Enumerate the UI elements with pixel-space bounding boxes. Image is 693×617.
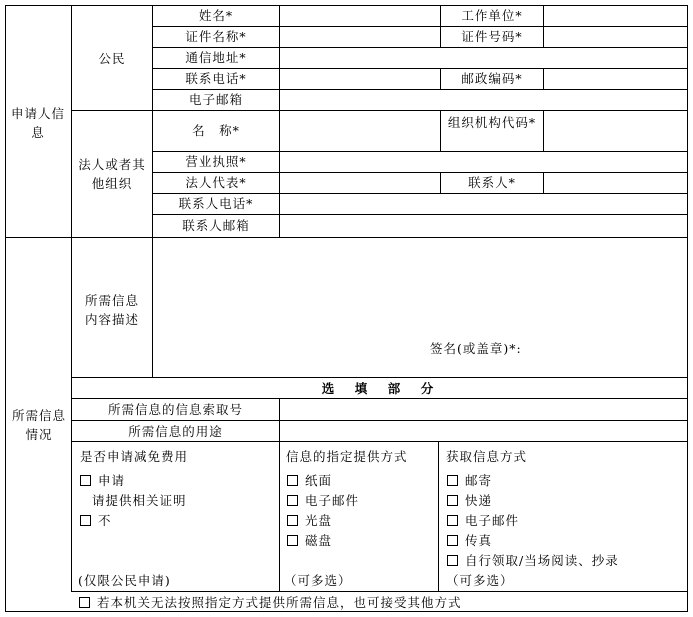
fee-waiver-no-option[interactable] (80, 512, 112, 529)
divider (71, 5, 72, 592)
self-pickup-checkbox[interactable] (447, 555, 458, 566)
content-description-label (80, 291, 144, 329)
divider (71, 398, 688, 399)
id-number-input[interactable] (546, 28, 685, 46)
divider (543, 5, 544, 48)
divider (543, 68, 544, 90)
phone-label: 联系电话* (185, 71, 247, 86)
divider (543, 110, 544, 152)
retrieval-email-label: 电子邮件 (465, 513, 520, 528)
index-number-label: 所需信息的信息索取号 (107, 402, 243, 417)
retrieval-option-self-pickup[interactable] (447, 552, 619, 569)
id-type-input[interactable] (282, 28, 437, 46)
divider (543, 172, 544, 194)
divider (279, 398, 280, 592)
name-label: 姓名* (198, 8, 234, 23)
contact-person-label: 联系人* (468, 175, 516, 190)
retrieval-option-email[interactable] (447, 512, 519, 529)
contact-email-input[interactable] (282, 217, 685, 235)
provision-option-email[interactable] (287, 492, 359, 509)
contact-person-input[interactable] (546, 174, 685, 192)
org-code-label (443, 113, 541, 132)
divider (5, 237, 688, 238)
org-name-input[interactable] (282, 112, 437, 150)
fee-waiver-footnote: (仅限公民申请) (78, 573, 171, 588)
divider (152, 89, 688, 90)
divider (152, 26, 688, 27)
contact-phone-label: 联系人电话* (178, 196, 254, 211)
paper-label: 纸面 (305, 473, 333, 488)
cd-label: 光盘 (305, 513, 333, 528)
provision-method-title: 信息的指定提供方式 (286, 449, 408, 464)
legal-rep-input[interactable] (282, 174, 437, 192)
retrieval-option-express[interactable] (447, 492, 492, 509)
address-input[interactable] (282, 49, 685, 67)
express-checkbox[interactable] (447, 495, 458, 506)
requested-info-heading (12, 406, 66, 444)
applicant-info-label: 申请人信息 (10, 106, 65, 140)
divider (152, 172, 688, 173)
paper-checkbox[interactable] (287, 475, 298, 486)
express-label: 快递 (465, 493, 493, 508)
divider (152, 193, 688, 194)
fax-label: 传真 (465, 533, 493, 548)
self-pickup-label: 自行领取/当场阅读、抄录 (465, 553, 619, 568)
cd-checkbox[interactable] (287, 515, 298, 526)
divider (71, 441, 688, 442)
disk-checkbox[interactable] (287, 535, 298, 546)
address-label: 通信地址* (185, 50, 247, 65)
content-description-input[interactable] (156, 241, 684, 336)
divider (152, 47, 688, 48)
business-license-input[interactable] (282, 153, 685, 171)
divider (152, 68, 688, 69)
id-number-label: 证件号码* (461, 29, 523, 44)
divider (71, 110, 688, 111)
apply-checkbox[interactable] (80, 475, 91, 486)
org-name-label: 名 称* (192, 123, 240, 138)
retrieval-option-fax[interactable] (447, 532, 492, 549)
legal-rep-label: 法人代表* (185, 175, 247, 190)
accept-other-label: 若本机关无法按照指定方式提供所需信息，也可接受其他方式 (97, 595, 462, 610)
email-input[interactable] (282, 91, 685, 109)
border-right (687, 5, 688, 612)
email-option-label: 电子邮件 (305, 493, 360, 508)
name-input[interactable] (282, 7, 437, 25)
applicant-info-heading (8, 104, 68, 142)
proof-note: 请提供相关证明 (92, 493, 187, 508)
phone-input[interactable] (282, 70, 437, 88)
border-bottom (5, 611, 688, 612)
provision-option-cd[interactable] (287, 512, 332, 529)
apply-option-label: 申请 (98, 473, 126, 488)
accept-other-checkbox[interactable] (79, 597, 90, 608)
org-code-input[interactable] (546, 112, 685, 150)
index-number-input[interactable] (282, 401, 685, 419)
signature-label: 签名(或盖章)*: (430, 341, 522, 356)
email-label: 电子邮箱 (188, 92, 243, 107)
retrieval-email-checkbox[interactable] (447, 515, 458, 526)
purpose-label: 所需信息的用途 (128, 424, 223, 439)
org-code-text: 组织机构代码* (447, 115, 537, 130)
fee-waiver-title: 是否申请减免费用 (80, 449, 189, 464)
fee-waiver-apply-option[interactable] (80, 472, 125, 489)
provision-method-footnote: （可多选） (284, 573, 352, 588)
fax-checkbox[interactable] (447, 535, 458, 546)
work-unit-label: 工作单位* (461, 8, 523, 23)
contact-phone-input[interactable] (282, 195, 685, 213)
divider (71, 420, 688, 421)
border-top (5, 5, 688, 6)
divider (71, 591, 688, 592)
requested-info-label: 所需信息情况 (12, 408, 67, 442)
border-left (5, 5, 6, 612)
mail-checkbox[interactable] (447, 475, 458, 486)
provision-option-paper[interactable] (287, 472, 332, 489)
divider (438, 441, 439, 592)
disk-label: 磁盘 (305, 533, 333, 548)
optional-section-label: 选 填 部 分 (321, 381, 438, 396)
provision-option-disk[interactable] (287, 532, 332, 549)
purpose-input[interactable] (282, 423, 685, 441)
postal-code-label: 邮政编码* (461, 71, 523, 86)
citizen-label: 公民 (98, 51, 126, 66)
legal-person-text: 法人或者其他组织 (78, 157, 146, 191)
divider (152, 151, 688, 152)
legal-person-label (76, 155, 148, 193)
divider (440, 110, 441, 152)
accept-other-method-option[interactable] (79, 594, 462, 611)
postal-code-input[interactable] (546, 70, 685, 88)
email-checkbox[interactable] (287, 495, 298, 506)
contact-email-label: 联系人邮箱 (182, 218, 250, 233)
content-description-text: 所需信息内容描述 (84, 293, 139, 327)
retrieval-method-title: 获取信息方式 (446, 449, 528, 464)
work-unit-input[interactable] (546, 7, 685, 25)
retrieval-method-footnote: （可多选） (446, 573, 514, 588)
retrieval-option-mail[interactable] (447, 472, 492, 489)
divider (152, 214, 688, 215)
divider (152, 237, 153, 378)
id-type-label: 证件名称* (185, 29, 247, 44)
divider (71, 377, 688, 378)
no-checkbox[interactable] (80, 515, 91, 526)
divider (279, 5, 280, 238)
no-option-label: 不 (98, 513, 112, 528)
mail-label: 邮寄 (465, 473, 493, 488)
business-license-label: 营业执照* (185, 154, 247, 169)
